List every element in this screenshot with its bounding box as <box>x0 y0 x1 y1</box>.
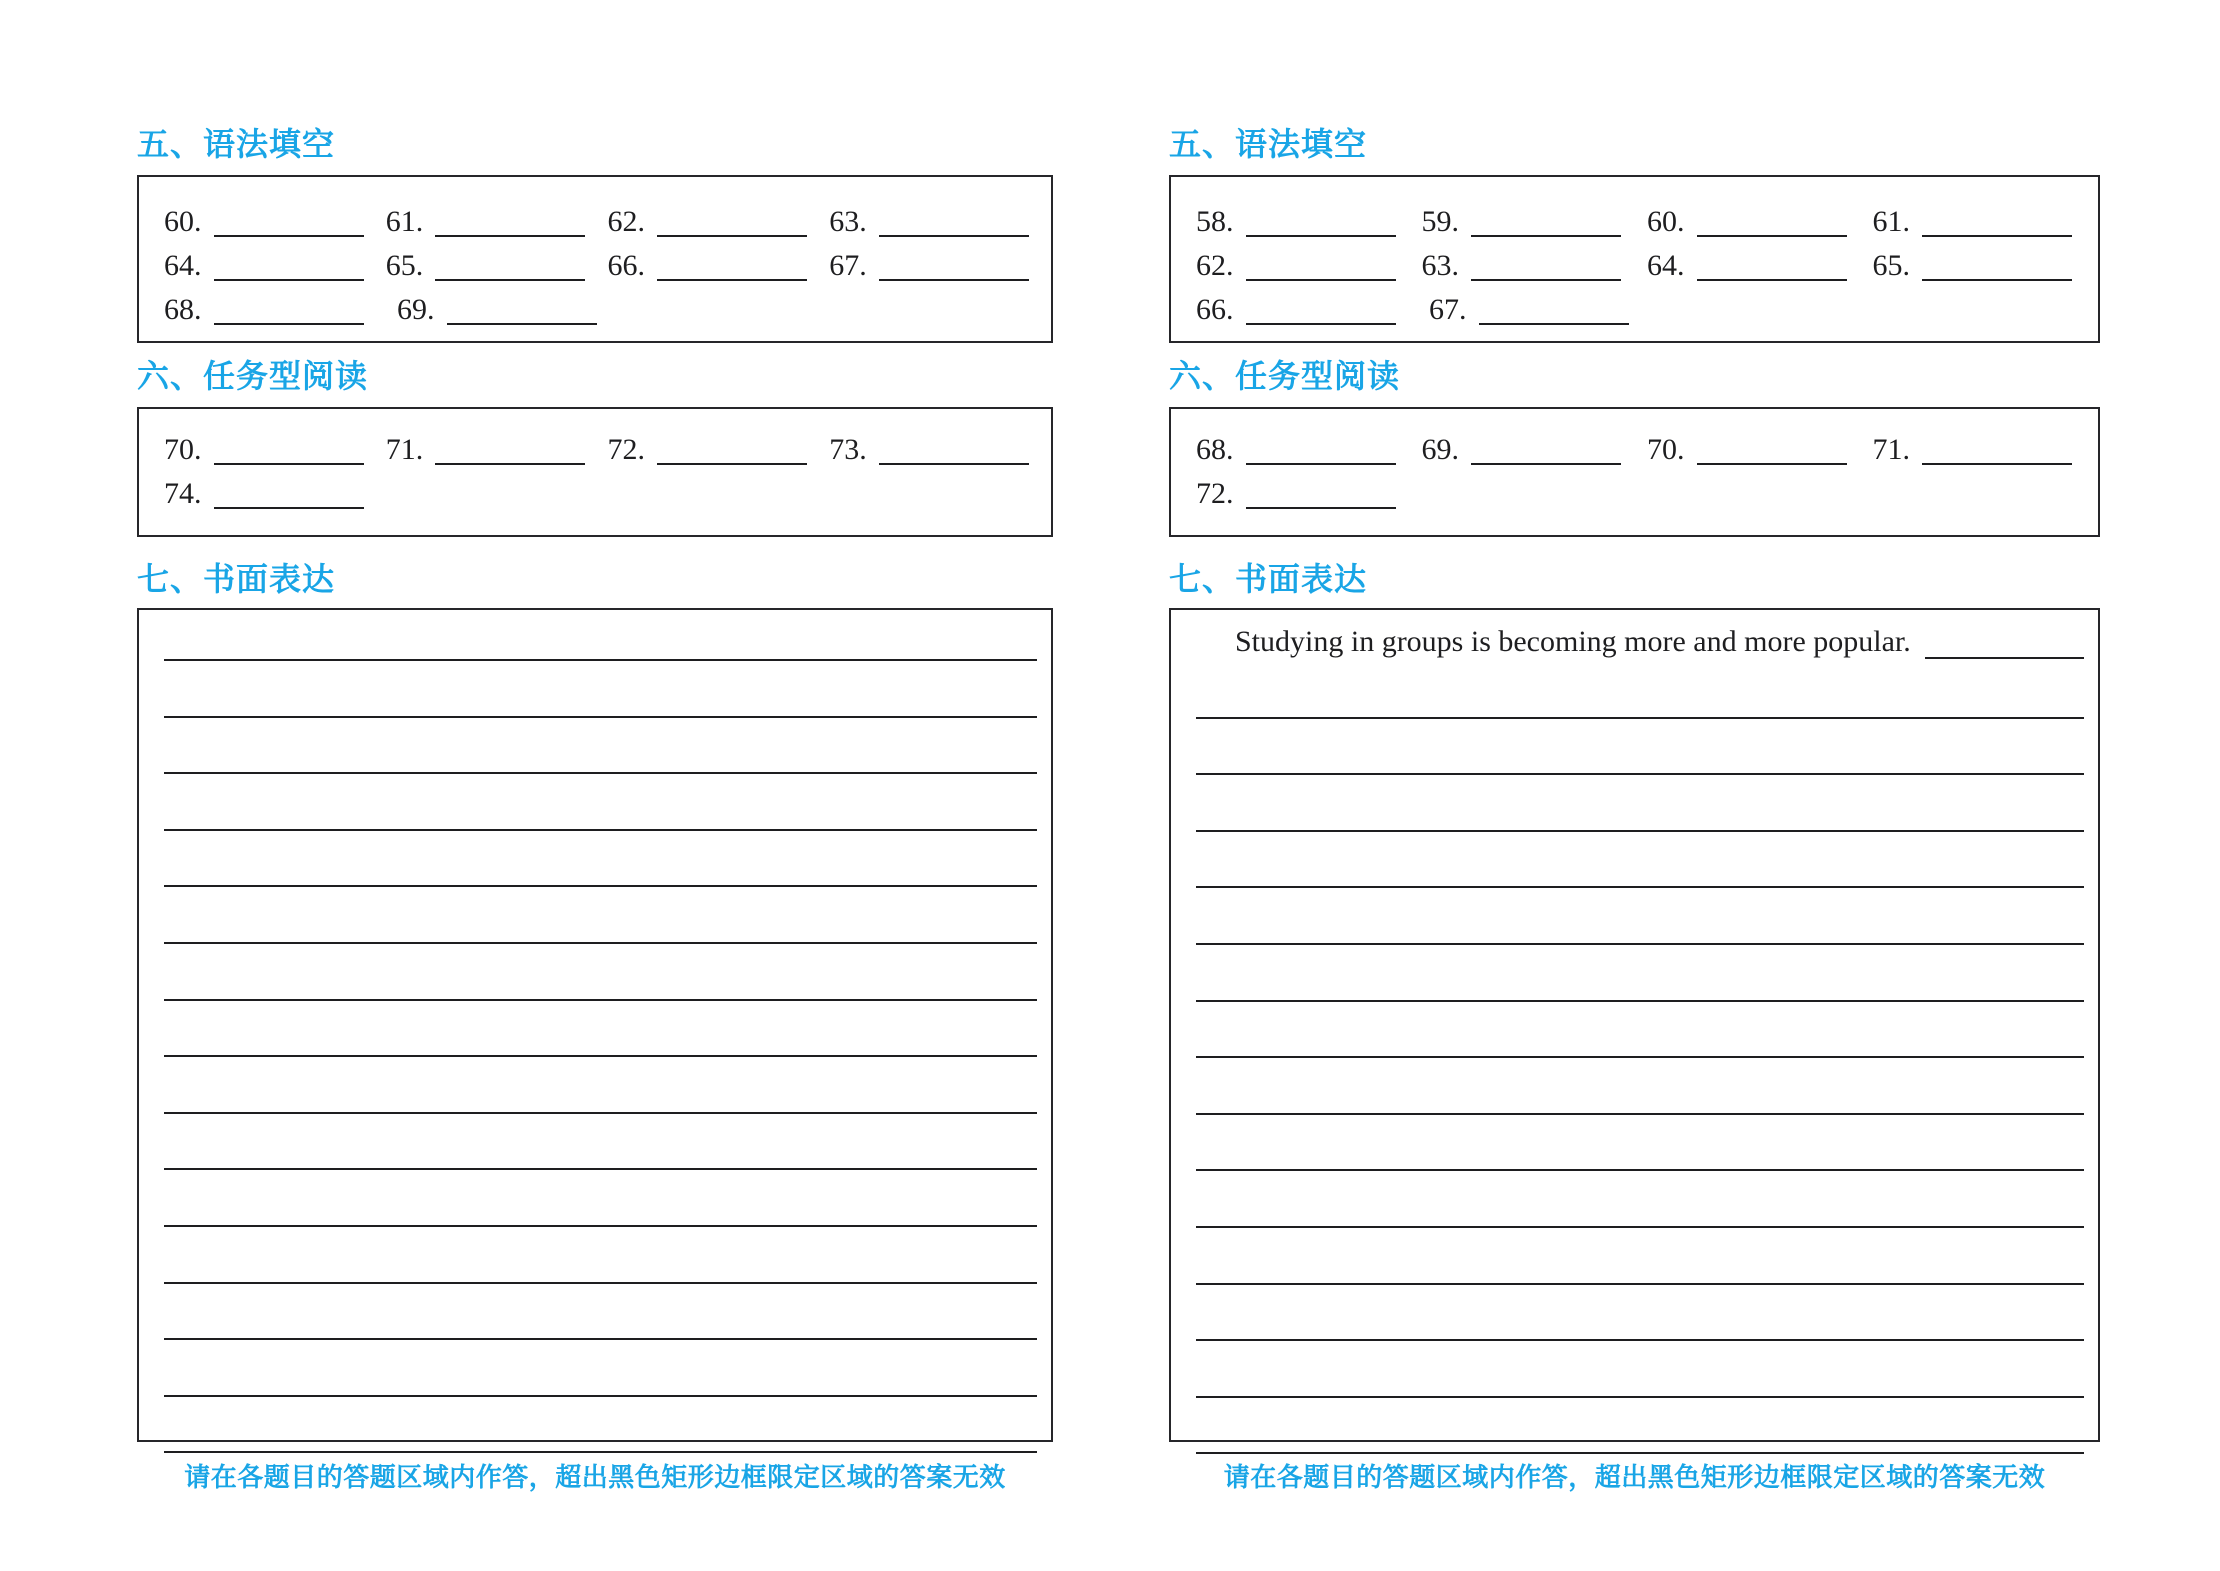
question-number: 69. <box>1421 433 1459 466</box>
answer-blank[interactable] <box>435 235 585 237</box>
writing-prompt-row <box>1196 610 2084 662</box>
writing-line[interactable] <box>1196 1285 2084 1342</box>
answer-item <box>608 432 830 468</box>
writing-line[interactable] <box>1196 1398 2084 1455</box>
answer-blank[interactable] <box>657 235 807 237</box>
answer-blank[interactable] <box>214 507 364 509</box>
question-number: 66. <box>607 249 645 282</box>
answer-item <box>164 204 386 240</box>
answer-item <box>1196 476 1429 512</box>
answer-item <box>1422 204 1648 240</box>
answer-blank[interactable] <box>1922 463 2072 465</box>
question-number: 71. <box>1872 433 1910 466</box>
writing-line[interactable] <box>164 1340 1037 1397</box>
answer-blank[interactable] <box>1697 235 1847 237</box>
answer-blank[interactable] <box>1471 463 1621 465</box>
answer-row <box>1196 424 2098 468</box>
grammar-answer-box[interactable] <box>137 175 1053 343</box>
question-number: 62. <box>1196 249 1234 282</box>
writing-line[interactable] <box>164 1057 1037 1114</box>
answer-blank[interactable] <box>447 323 597 325</box>
question-number: 72. <box>1196 477 1234 510</box>
question-number: 61. <box>1872 205 1910 238</box>
answer-blank[interactable] <box>1246 279 1396 281</box>
question-number: 61. <box>385 205 424 238</box>
answer-blank[interactable] <box>879 463 1029 465</box>
answer-item <box>1196 204 1422 240</box>
writing-line[interactable] <box>1196 945 2084 1002</box>
answer-blank[interactable] <box>657 279 807 281</box>
section-title-writing: 七、书面表达 <box>1169 561 1368 597</box>
answer-row <box>164 468 1051 512</box>
answer-blank[interactable] <box>1471 279 1621 281</box>
answer-item <box>608 248 830 284</box>
answer-item <box>1873 432 2099 468</box>
answer-row <box>164 196 1051 240</box>
grammar-answer-box[interactable] <box>1169 175 2100 343</box>
answer-item <box>164 432 386 468</box>
question-number: 64. <box>1647 249 1685 282</box>
question-number: 63. <box>1421 249 1459 282</box>
question-number: 64. <box>164 249 202 282</box>
writing-line[interactable] <box>1196 832 2084 889</box>
answer-item <box>164 248 386 284</box>
answer-item <box>1196 432 1422 468</box>
answer-item <box>829 204 1051 240</box>
writing-prompt-text: Studying in groups is becoming more and more popular. <box>1235 625 1911 658</box>
writing-line[interactable] <box>164 887 1037 944</box>
writing-line[interactable] <box>1196 888 2084 945</box>
writing-line[interactable] <box>1196 1058 2084 1115</box>
answer-item <box>608 204 830 240</box>
writing-answer-box[interactable] <box>1169 608 2100 1442</box>
writing-line[interactable] <box>1196 1002 2084 1059</box>
answer-column-right <box>1169 0 2100 1492</box>
section-title-grammar: 五、语法填空 <box>1169 126 1368 162</box>
answer-blank[interactable] <box>1922 235 2072 237</box>
writing-line[interactable] <box>164 718 1037 775</box>
question-number: 67. <box>829 249 867 282</box>
answer-item <box>1196 248 1422 284</box>
writing-prompt-blank[interactable] <box>1925 657 2084 659</box>
writing-line[interactable] <box>164 1001 1037 1058</box>
section-title-writing: 七、书面表达 <box>137 561 336 597</box>
writing-line[interactable] <box>1196 1115 2084 1172</box>
writing-answer-box[interactable] <box>137 608 1053 1442</box>
answer-item <box>386 432 608 468</box>
question-number: 66. <box>1196 293 1234 326</box>
section-title-reading: 六、任务型阅读 <box>137 358 369 394</box>
section-title-grammar: 五、语法填空 <box>137 126 336 162</box>
writing-line[interactable] <box>164 831 1037 888</box>
writing-line[interactable] <box>164 1114 1037 1171</box>
answer-blank[interactable] <box>214 279 364 281</box>
answer-item <box>1422 248 1648 284</box>
warning-note: 请在各题目的答题区域内作答，超出黑色矩形边框限定区域的答案无效 <box>1223 1462 2046 1492</box>
answer-blank[interactable] <box>879 279 1029 281</box>
answer-blank[interactable] <box>1479 323 1629 325</box>
answer-item <box>1647 204 1873 240</box>
answer-item <box>829 432 1051 468</box>
question-number: 60. <box>1647 205 1685 238</box>
question-number: 63. <box>829 205 867 238</box>
question-number: 65. <box>1872 249 1910 282</box>
question-number: 68. <box>164 293 202 326</box>
answer-item <box>1647 432 1873 468</box>
question-number: 65. <box>385 249 424 282</box>
writing-line[interactable] <box>1196 775 2084 832</box>
answer-row <box>164 240 1051 284</box>
answer-blank[interactable] <box>1922 279 2072 281</box>
writing-line[interactable] <box>1196 1228 2084 1285</box>
answer-item <box>386 204 608 240</box>
answer-item <box>1873 204 2099 240</box>
answer-column-left <box>137 0 1053 1492</box>
question-number: 74. <box>164 477 202 510</box>
writing-line[interactable] <box>164 1227 1037 1284</box>
answer-row <box>1196 468 2098 512</box>
answer-blank[interactable] <box>1697 463 1847 465</box>
reading-answer-box[interactable] <box>137 407 1053 537</box>
answer-row <box>1196 240 2098 284</box>
writing-line[interactable] <box>1196 1341 2084 1398</box>
answer-item <box>1873 248 2099 284</box>
writing-line[interactable] <box>164 944 1037 1001</box>
writing-line[interactable] <box>1196 719 2084 776</box>
question-number: 59. <box>1421 205 1459 238</box>
answer-blank[interactable] <box>1246 235 1396 237</box>
answer-row <box>1196 196 2098 240</box>
writing-line[interactable] <box>164 610 1037 661</box>
answer-blank[interactable] <box>657 463 807 465</box>
answer-item <box>1429 292 1662 328</box>
answer-item <box>829 248 1051 284</box>
answer-blank[interactable] <box>1471 235 1621 237</box>
writing-line[interactable] <box>164 661 1037 718</box>
answer-row <box>164 424 1051 468</box>
answer-item <box>164 292 397 328</box>
answer-item <box>164 476 397 512</box>
reading-answer-box[interactable] <box>1169 407 2100 537</box>
question-number: 72. <box>607 433 645 466</box>
answer-blank[interactable] <box>214 323 364 325</box>
question-number: 70. <box>164 433 202 466</box>
answer-row <box>164 284 1051 328</box>
question-number: 68. <box>1196 433 1234 466</box>
writing-line[interactable] <box>1196 662 2084 719</box>
answer-blank[interactable] <box>214 463 364 465</box>
writing-line[interactable] <box>164 1170 1037 1227</box>
question-number: 73. <box>829 433 867 466</box>
answer-item <box>386 248 608 284</box>
answer-item <box>1647 248 1873 284</box>
answer-item <box>1196 292 1429 328</box>
answer-blank[interactable] <box>1246 323 1396 325</box>
writing-line[interactable] <box>164 1284 1037 1341</box>
answer-blank[interactable] <box>435 463 585 465</box>
answer-blank[interactable] <box>1246 463 1396 465</box>
answer-blank[interactable] <box>214 235 364 237</box>
question-number: 71. <box>385 433 424 466</box>
question-number: 67. <box>1429 293 1467 326</box>
answer-blank[interactable] <box>879 235 1029 237</box>
question-number: 69. <box>397 293 435 326</box>
question-number: 62. <box>607 205 645 238</box>
question-number: 58. <box>1196 205 1234 238</box>
answer-blank[interactable] <box>1697 279 1847 281</box>
writing-line[interactable] <box>1196 1171 2084 1228</box>
question-number: 70. <box>1647 433 1685 466</box>
answer-blank[interactable] <box>435 279 585 281</box>
writing-line[interactable] <box>164 774 1037 831</box>
answer-row <box>1196 284 2098 328</box>
section-title-reading: 六、任务型阅读 <box>1169 358 1401 394</box>
question-number: 60. <box>164 205 202 238</box>
answer-item <box>397 292 630 328</box>
writing-line[interactable] <box>164 1397 1037 1454</box>
answer-item <box>1422 432 1648 468</box>
answer-blank[interactable] <box>1246 507 1396 509</box>
warning-note: 请在各题目的答题区域内作答，超出黑色矩形边框限定区域的答案无效 <box>184 1462 1006 1492</box>
